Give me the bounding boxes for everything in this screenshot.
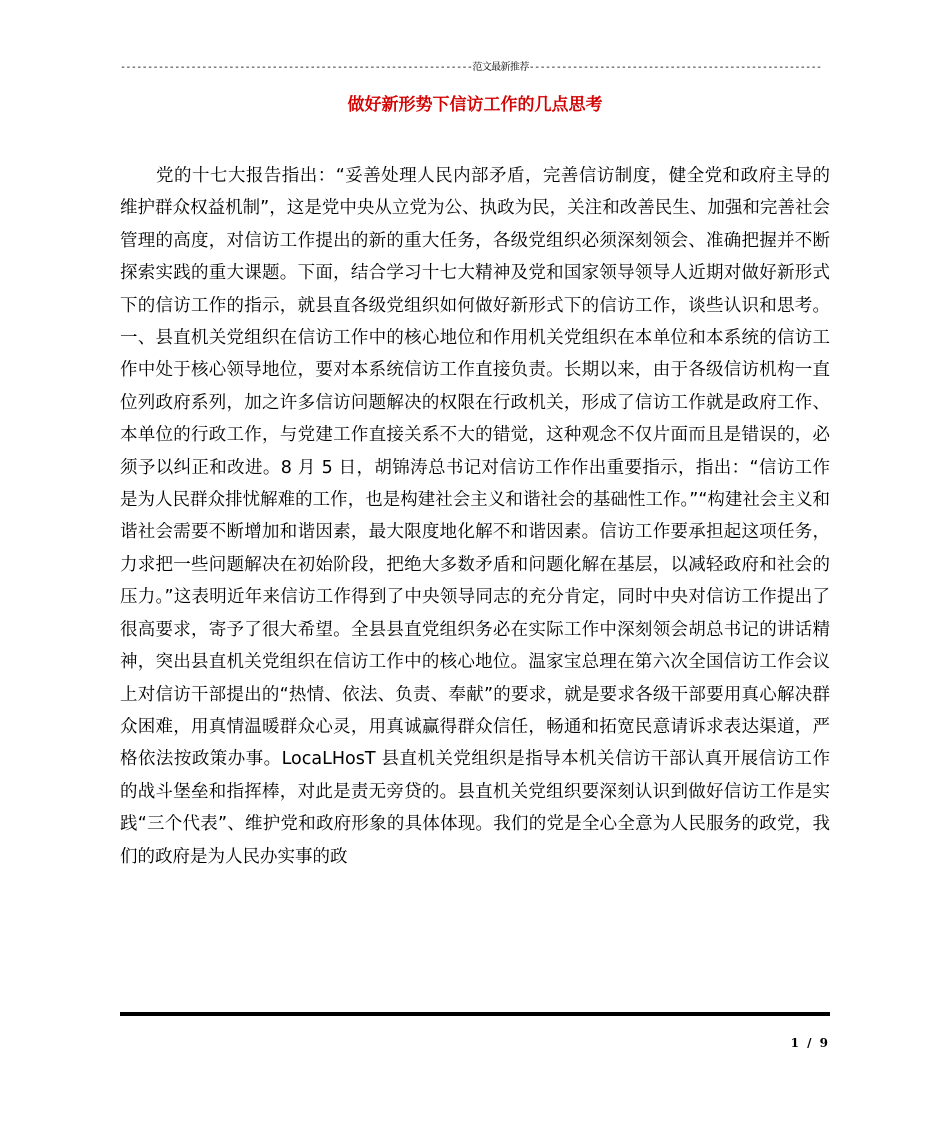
page-number: 1 / 9 xyxy=(790,1036,830,1050)
footer-divider xyxy=(120,1012,830,1016)
document-title: 做好新形势下信访工作的几点思考 xyxy=(347,95,603,115)
document-body-paragraph: 党的十七大报告指出：“妥善处理人民内部矛盾，完善信访制度，健全党和政府主导的维护群众权益机制”，这是党中央从立党为公、执政为民，关注和改善民生、加强和完善社会管理的高度，对信访工作提出的新的重大任务，各级党组织必须深刻领会、准确把握并不断探索实践的重大课题。下面，结合学习十七大精神及党和国家领导领导人近期对做好新形式下的信访工作的指示，就县直各级党组织如何做好新形式下的信访工作，谈些认识和思考。一、县直机关党组织在信访工作中的核心地位和作用机关党组织在本单位和本系统的信访工作中处于核心领导地位，要对本系统信访工作直接负责。长期以来，由于各级信访机构一直位列政府系列，加之许多信访问题解决的权限在行政机关，形成了信访工作就是政府工作、本单位的行政工作，与党建工作直接关系不大的错觉，这种观念不仅片面而且是错误的，必须予以纠正和改进。8 月 5 日，胡锦涛总书记对信访工作作出重要指示，指出：“信访工作是为人民群众排忧解难的工作，也是构建社会主义和谐社会的基础性工作。”“构建社会主义和谐社会需要不断增加和谐因素，最大限度地化解不和谐因素。信访工作要承担起这项任务，力求把一些问题解决在初始阶段，把绝大多数矛盾和问题化解在基层，以减轻政府和社会的压力。”这表明近年来信访工作得到了中央领导同志的充分肯定，同时中央对信访工作提出了很高要求，寄予了很大希望。全县县直党组织务必在实际工作中深刻领会胡总书记的讲话精神，突出县直机关党组织在信访工作中的核心地位。温家宝总理在第六次全国信访工作会议上对信访干部提出的“热情、依法、负责、奉献”的要求，就是要求各级干部要用真心解决群众困难，用真情温暖群众心灵，用真诚赢得群众信任，畅通和拓宽民意请诉求表达渠道，严格依法按政策办事。LocaLHosT 县直机关党组织是指导本机关信访干部认真开展信访工作的战斗堡垒和指挥棒，对此是责无旁贷的。县直机关党组织要深刻认识到做好信访工作是实践“三个代表”、维护党和政府形象的具体体现。我们的党是全心全意为人民服务的政党，我们的政府是为人民办实事的政 xyxy=(120,166,830,867)
header-dash-line: -----------------------------------------------------------------范文最新推荐------------------------------------------------------ xyxy=(120,62,822,73)
